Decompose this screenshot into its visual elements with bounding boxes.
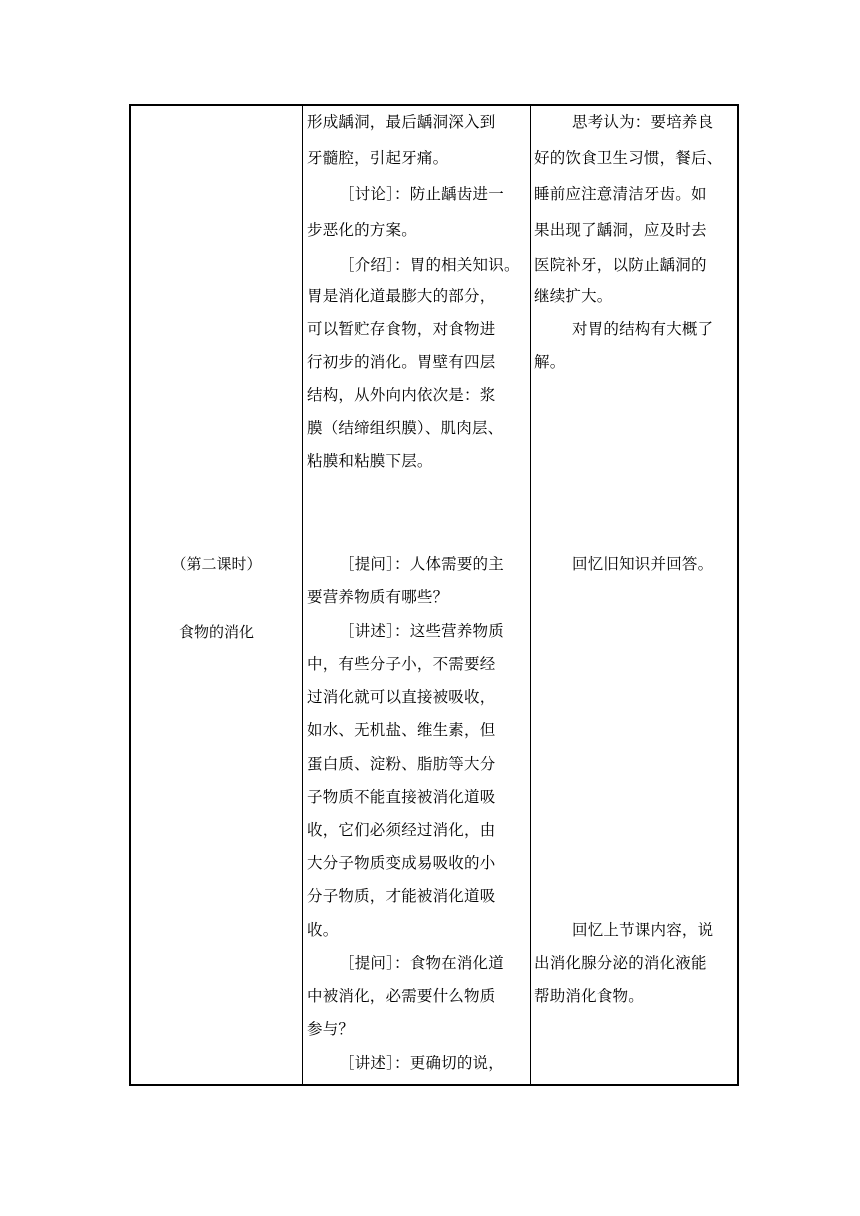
text-line: 中被消化，必需要什么物质 (307, 987, 496, 1005)
text-line: 膜（结缔组织膜）、肌肉层、 (307, 419, 504, 437)
text-line: 子物质不能直接被消化道吸 (307, 788, 496, 806)
topic-label: 食物的消化 (178, 623, 254, 641)
text-line: 思考认为：要培养良 (572, 113, 714, 131)
text-line: 可以暂贮存食物，对食物进 (307, 320, 496, 338)
text-line: ［讲述］：更确切的说， (339, 1054, 504, 1072)
text-line: 医院补牙，以防止龋洞的 (534, 256, 707, 274)
text-line: 中，有些分子小，不需要经 (307, 655, 496, 673)
text-line: 继续扩大。 (534, 287, 613, 305)
text-line: 收。 (307, 921, 339, 939)
text-line: 回忆旧知识并回答。 (572, 555, 714, 573)
text-line: 好的饮食卫生习惯，餐后、 (534, 149, 723, 167)
text-line: 蛋白质、淀粉、脂肪等大分 (307, 755, 496, 773)
text-line: ［提问］：人体需要的主 (339, 555, 504, 573)
text-line: 要营养物质有哪些？ (307, 588, 449, 606)
text-line: ［提问］：食物在消化道 (339, 954, 504, 972)
text-line: 行初步的消化。胃壁有四层 (307, 353, 496, 371)
text-line: 睡前应注意清洁牙齿。如 (534, 185, 707, 203)
column-divider-2 (530, 106, 531, 1084)
text-line: 如水、无机盐、维生素，但 (307, 721, 496, 739)
text-line: ［介绍］：胃的相关知识。 (339, 256, 520, 274)
text-line: 过消化就可以直接被吸收， (307, 688, 496, 706)
text-line: 出消化腺分泌的消化液能 (534, 954, 707, 972)
text-line: 收，它们必须经过消化，由 (307, 821, 496, 839)
text-line: 大分子物质变成易吸收的小 (307, 854, 496, 872)
text-line: 结构，从外向内依次是：浆 (307, 386, 496, 404)
text-line: ［讨论］：防止龋齿进一 (339, 185, 504, 203)
text-line: 参与？ (307, 1020, 355, 1038)
text-line: 胃是消化道最膨大的部分， (307, 287, 496, 305)
text-line: 帮助消化食物。 (534, 987, 644, 1005)
column-divider-1 (302, 106, 303, 1084)
period-label: （第二课时） (171, 555, 262, 573)
text-line: 解。 (534, 353, 566, 371)
text-line: 形成龋洞，最后龋洞深入到 (307, 113, 496, 131)
text-line: 果出现了龋洞，应及时去 (534, 221, 707, 239)
text-line: 步恶化的方案。 (307, 221, 417, 239)
text-line: 回忆上节课内容，说 (572, 921, 714, 939)
lesson-table (129, 104, 739, 1086)
text-line: 牙髓腔，引起牙痛。 (307, 149, 449, 167)
text-line: 对胃的结构有大概了 (572, 320, 714, 338)
text-line: 分子物质，才能被消化道吸 (307, 887, 496, 905)
text-line: ［讲述］：这些营养物质 (339, 622, 504, 640)
text-line: 粘膜和粘膜下层。 (307, 452, 433, 470)
